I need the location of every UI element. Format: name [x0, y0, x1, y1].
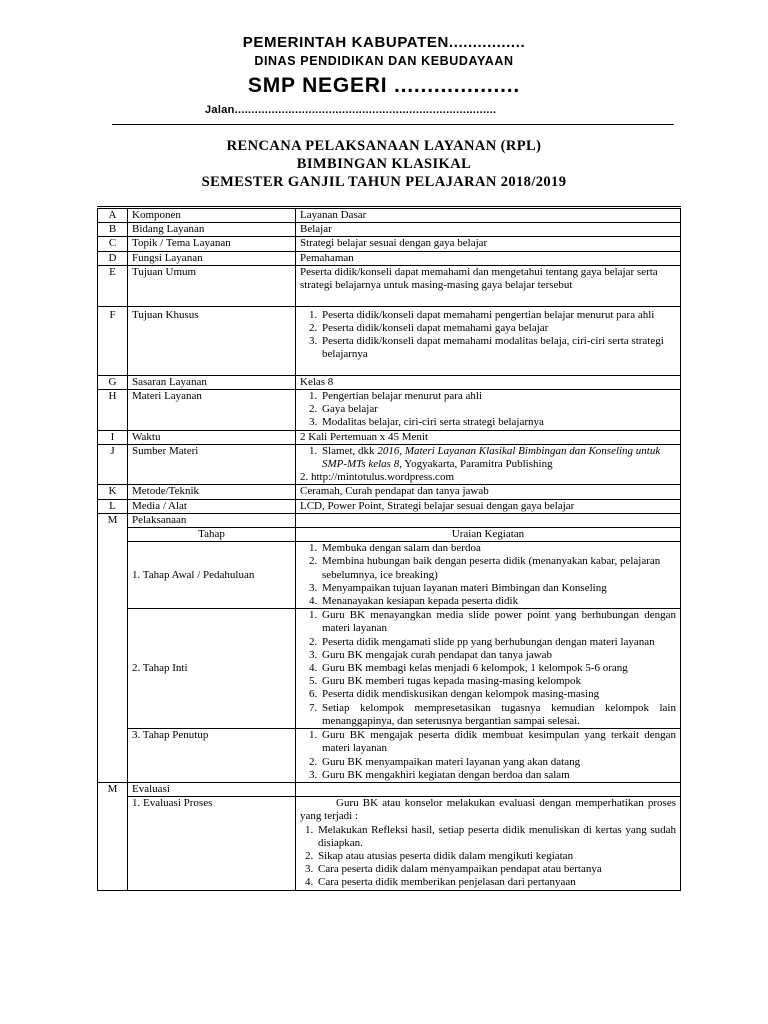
- row-code: M: [98, 782, 128, 890]
- evaluation-type: 1. Evaluasi Proses: [128, 797, 296, 890]
- sumber-list: [300, 445, 676, 471]
- list-item: 6. Peserta didik mendiskusikan dengan kelompok masing-masing: [320, 688, 676, 701]
- stage-label: 3. Tahap Penutup: [128, 729, 296, 783]
- row-code: G: [98, 375, 128, 389]
- table-row: [98, 782, 681, 796]
- row-label: Topik / Tema Layanan: [128, 237, 296, 251]
- inti-list: [300, 609, 676, 728]
- list-item: 1. Peserta didik/konseli dapat memahami pengertian belajar menurut para ahli: [320, 309, 676, 322]
- list-item: 3. Guru BK mengajak curah pendapat dan tanya jawab: [320, 649, 676, 662]
- row-code: D: [98, 251, 128, 265]
- row-value: Pemahaman: [296, 251, 681, 265]
- header-address: Jalan..............................................................................: [205, 104, 497, 116]
- header-school-name: SMP NEGERI ...................: [247, 74, 521, 97]
- penutup-list: [300, 729, 676, 782]
- list-item: 1. Melakukan Refleksi hasil, setiap peserta didik menuliskan di kertas yang sudah disiapkan.: [316, 824, 676, 850]
- row-label: Bidang Layanan: [128, 223, 296, 237]
- stage-label: 2. Tahap Inti: [128, 609, 296, 729]
- table-row: [98, 609, 681, 729]
- document-title: RENCANA PELAKSANAAN LAYANAN (RPL): [226, 138, 542, 154]
- list-item: 3. Cara peserta didik dalam menyampaikan pendapat atau bertanya: [316, 863, 676, 876]
- list-item: 2. Guru BK menyampaikan materi layanan yang akan datang: [320, 756, 676, 769]
- table-row: [98, 390, 681, 431]
- source-publisher: , Yogyakarta, Paramitra Publishing: [399, 458, 553, 471]
- table-row: [98, 430, 681, 444]
- source-link: 2. http://mintotulus.wordpress.com: [300, 471, 454, 484]
- row-label: Tujuan Umum: [128, 265, 296, 306]
- stage-activities: [296, 609, 681, 729]
- col-header-uraian: Uraian Kegiatan: [296, 528, 681, 542]
- evaluation-intro: Guru BK atau konselor melakukan evaluasi dengan memperhatikan proses yang terjadi :: [300, 797, 676, 823]
- row-code: L: [98, 499, 128, 513]
- row-value: [296, 444, 681, 485]
- row-code: M: [98, 513, 128, 782]
- row-value: Layanan Dasar: [296, 208, 681, 223]
- row-label: Sumber Materi: [128, 444, 296, 485]
- table-row: [98, 513, 681, 527]
- row-label: Waktu: [128, 430, 296, 444]
- row-value: LCD, Power Point, Strategi belajar sesuai dengan gaya belajar: [296, 499, 681, 513]
- list-item: 5. Guru BK memberi tugas kepada masing-masing kelompok: [320, 675, 676, 688]
- list-item: 1. Membuka dengan salam dan berdoa: [320, 542, 676, 555]
- row-value: [296, 782, 681, 796]
- row-label: Komponen: [128, 208, 296, 223]
- row-value: [296, 513, 681, 527]
- row-label: Sasaran Layanan: [128, 375, 296, 389]
- table-row: [98, 208, 681, 223]
- row-code: K: [98, 485, 128, 499]
- row-value: Strategi belajar sesuai dengan gaya belajar: [296, 237, 681, 251]
- list-item: 2. Sikap atau atusias peserta didik dalam mengikuti kegiatan: [316, 850, 676, 863]
- list-item: 3. Menyampaikan tujuan layanan materi Bimbingan dan Konseling: [320, 582, 676, 595]
- materi-list: [300, 390, 676, 430]
- header-government: PEMERINTAH KABUPATEN................: [242, 34, 526, 51]
- stage-activities: [296, 542, 681, 609]
- row-label: Materi Layanan: [128, 390, 296, 431]
- table-row: [98, 729, 681, 783]
- table-row: [98, 251, 681, 265]
- row-code: H: [98, 390, 128, 431]
- evaluation-details: [296, 797, 681, 890]
- row-code: A: [98, 208, 128, 223]
- document-semester: SEMESTER GANJIL TAHUN PELAJARAN 2018/2019: [201, 174, 567, 190]
- row-code: J: [98, 444, 128, 485]
- table-row: [98, 237, 681, 251]
- row-value: Belajar: [296, 223, 681, 237]
- row-label: Evaluasi: [128, 782, 296, 796]
- document-subtitle: BIMBINGAN KLASIKAL: [296, 156, 472, 172]
- stage-label: 1. Tahap Awal / Pedahuluan: [128, 542, 296, 609]
- table-row: [98, 265, 681, 306]
- row-value: [296, 390, 681, 431]
- row-code: F: [98, 306, 128, 375]
- table-row: [98, 223, 681, 237]
- row-label: Metode/Teknik: [128, 485, 296, 499]
- list-item: 2. Membina hubungan baik dengan peserta didik (menanyakan kabar, pelajaran sebelumnya, ice breaking): [320, 555, 676, 581]
- list-item: 1. Pengertian belajar menurut para ahli: [320, 390, 676, 403]
- row-code: B: [98, 223, 128, 237]
- list-item: 3. Modalitas belajar, ciri-ciri serta strategi belajarnya: [320, 416, 676, 429]
- row-label: Media / Alat: [128, 499, 296, 513]
- list-item: 3. Guru BK mengakhiri kegiatan dengan berdoa dan salam: [320, 769, 676, 782]
- row-code: E: [98, 265, 128, 306]
- list-item: [320, 445, 676, 471]
- table-row: [98, 306, 681, 375]
- row-value: Peserta didik/konseli dapat memahami dan mengetahui tentang gaya belajar serta strategi belajarnya untuk masing-masing gaya belajar tersebut: [296, 265, 681, 306]
- evaluasi-list: [300, 824, 676, 890]
- row-value: Ceramah, Curah pendapat dan tanya jawab: [296, 485, 681, 499]
- table-row: [98, 444, 681, 485]
- list-item: 4. Cara peserta didik memberikan penjelasan dari pertanyaan: [316, 876, 676, 889]
- list-item: 2. Peserta didik mengamati slide pp yang berhubungan dengan materi layanan: [320, 636, 676, 649]
- col-header-tahap: Tahap: [128, 528, 296, 542]
- list-item: 1. Guru BK menayangkan media slide power point yang berhubungan dengan materi layanan: [320, 609, 676, 635]
- table-row: [98, 485, 681, 499]
- header-department: DINAS PENDIDIKAN DAN KEBUDAYAAN: [254, 54, 514, 68]
- awal-list: [300, 542, 676, 608]
- row-value: 2 Kali Pertemuan x 45 Menit: [296, 430, 681, 444]
- list-item: 7. Setiap kelompok mempresetasikan tugasnya kemudian kelompok lain menanggapinya, dan seterusnya bergantian sampai selesai.: [320, 702, 676, 728]
- rpl-table: [97, 206, 681, 891]
- header-divider: [112, 124, 674, 125]
- list-item: 3. Peserta didik/konseli dapat memahami modalitas belaja, ciri-ciri serta strategi belajarnya: [320, 335, 676, 361]
- list-item: 2. Gaya belajar: [320, 403, 676, 416]
- source-title: 2016, Materi Layanan Klasikal Bimbingan dan Konseling untuk SMP-MTs kelas 8: [322, 444, 661, 471]
- table-row: [98, 542, 681, 609]
- list-item: 2. Peserta didik/konseli dapat memahami gaya belajar: [320, 322, 676, 335]
- table-row: [98, 375, 681, 389]
- table-row: [98, 797, 681, 890]
- list-item: 4. Guru BK membagi kelas menjadi 6 kelompok, 1 kelompok 5-6 orang: [320, 662, 676, 675]
- row-label: Fungsi Layanan: [128, 251, 296, 265]
- row-code: I: [98, 430, 128, 444]
- row-value: Kelas 8: [296, 375, 681, 389]
- row-code: C: [98, 237, 128, 251]
- list-item: 1. Guru BK mengajak peserta didik membuat kesimpulan yang terkait dengan materi layanan: [320, 729, 676, 755]
- row-label: Tujuan Khusus: [128, 306, 296, 375]
- stage-activities: [296, 729, 681, 783]
- row-value: [296, 306, 681, 375]
- tujuan-khusus-list: [300, 309, 676, 362]
- table-row: [98, 499, 681, 513]
- row-label: Pelaksanaan: [128, 513, 296, 527]
- table-row: [98, 528, 681, 542]
- list-item: 4. Menanayakan kesiapan kepada peserta didik: [320, 595, 676, 608]
- source-author: Slamet, dkk: [322, 444, 378, 457]
